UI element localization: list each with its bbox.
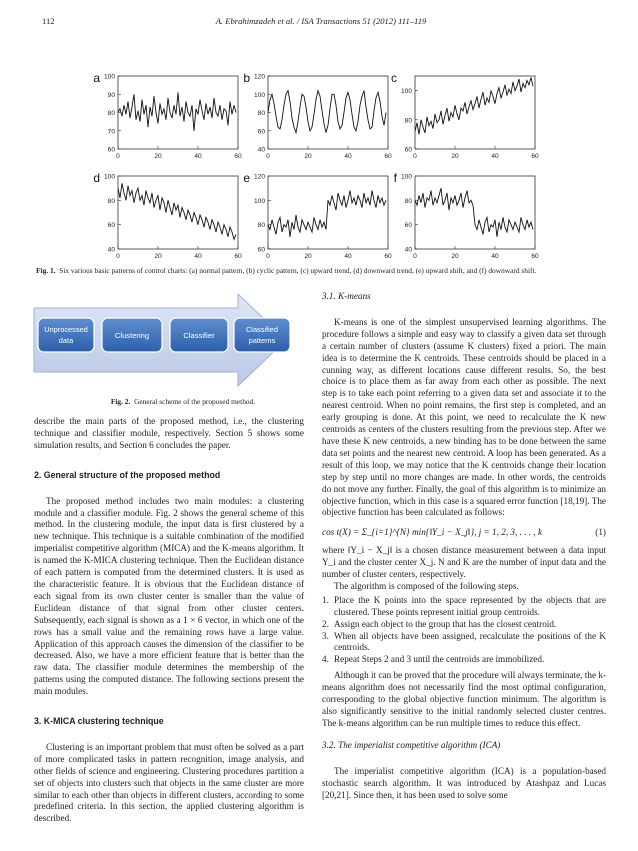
flow-box-label-2: Clustering [114,331,150,340]
y-tick-label: 100 [253,197,265,205]
x-tick-label: 0 [413,153,417,160]
y-tick-label: 80 [107,197,115,205]
x-tick-label: 60 [384,253,392,260]
equation-explanation: where ‖Y_i − X_j‖ is a chosen distance measurement between a data input Y_i and the cluster center X_j. N and K are the number of input data and the number of cluster centers, respectively. [322,545,606,580]
chart-panel-d [93,171,242,260]
panel-letter: b [243,71,250,85]
y-tick-label: 80 [404,117,412,125]
x-tick-label: 20 [451,253,459,260]
x-tick-label: 20 [304,253,312,260]
x-tick-label: 0 [266,153,270,160]
panel-letter: a [93,71,100,85]
x-tick-label: 20 [451,153,459,160]
right-column [322,291,606,801]
x-tick-label: 40 [194,153,202,160]
plot-frame [268,76,388,149]
journal-citation: A. Ebrahimzadeh et al. / ISA Transactions 51 (2012) 111–119 [215,16,427,26]
x-tick-label: 60 [531,153,539,160]
y-tick-label: 100 [253,91,265,99]
series-line [268,191,386,237]
y-tick-label: 60 [257,128,265,136]
y-tick-label: 120 [253,173,265,181]
y-tick-label: 100 [103,173,115,181]
y-tick-label: 100 [103,73,115,81]
chart-panel-e [243,171,392,260]
y-tick-label: 100 [400,173,412,181]
y-tick-label: 60 [257,246,265,254]
flow-box-classifier [170,318,228,352]
plot-frame [415,176,535,249]
figure-1-label: Fig. 1. [36,266,56,275]
x-tick-label: 0 [266,253,270,260]
figure-1-caption-text: Six various basic patterns of control charts: (a) normal pattern, (b) cyclic pattern, (c) upward trend, (d) downward trend, (e) upward shift, and (f) downward shift. [59,266,537,275]
y-tick-label: 60 [107,146,115,154]
x-tick-label: 40 [194,253,202,260]
intro-continuation: describe the main parts of the proposed method, i.e., the clustering technique and classifier module, respectively. Section 5 shows some simulation results, and Section 6 concludes the paper. [34,416,304,450]
figure-1-caption [36,266,606,275]
chart-panel-f [394,171,539,260]
y-tick-label: 100 [400,88,412,96]
panel-letter: c [391,71,397,85]
equation-1 [322,527,606,539]
panel-letter: d [93,171,100,185]
equation-1-number: (1) [595,527,606,538]
series-line [415,188,533,237]
section-3-paragraph: Clustering is an important problem that must often be solved as a part of more complicated tasks in pattern recognition, image analysis, and other fields of science and engineering. Clustering procedures partition a set of objects into clusters such that objects in the same cluster are more similar to each other than objects in different clusters, according to some predefined criteria. In this section, the applied clustering algorithm is described. [34,741,304,824]
series-line [268,91,386,133]
x-tick-label: 40 [491,153,499,160]
equation-1-body: cos t(X) = Σ_{i=1}^{N} min{‖Y_i − X_j‖}, j = 1, 2, 3, . . . , k [322,527,543,538]
x-tick-label: 60 [234,253,242,260]
kmeans-paragraph: K-means is one of the simplest unsupervised learning algorithms. The procedure follows a simple and easy way to classify a given data set through a certain number of clusters (assume K clusters) fixed a priori. The main idea is to determine the K centroids. These centroids should be placed in a cunning way, as different locations cause different results. So, the best choice is to place them as far away from each other as possible. The next step is to take each point referring to a given data set and associate it to the nearest centroid. When no point remains, the first step is completed, and an early grouping is done. At this point, we need to recalculate the K new centroids as centers of the clusters resulting from the previous step. After we have these K new centroids, a new binding has to be done between the same data set points and the nearest new centroid. A loop has been generated. As a result of this loop, we may notice that the K centroids change their location step by step until no more changes are made. In other words, the centroids do not move any further. Finally, the goal of this algorithm is to minimize an objective function, which in this case is a squared error function [18,19]. The objective function has been calculated as follows: [322,316,606,518]
panel-letter: f [393,171,397,185]
chart-panel-b [243,71,392,160]
y-tick-label: 60 [107,222,115,230]
series-line [118,92,236,130]
figure-2-label: Fig. 2. [110,397,131,406]
figure-1-charts [0,0,638,262]
y-tick-label: 60 [404,222,412,230]
y-tick-label: 120 [253,73,265,81]
flow-box-label-1: Unprocessed [44,325,88,334]
x-tick-label: 40 [491,253,499,260]
y-tick-label: 80 [257,222,265,230]
section-3-heading: 3. K-MICA clustering technique [34,716,164,727]
page-number: 112 [42,16,55,26]
figure-2-caption [88,397,278,406]
algorithm-steps [322,595,606,666]
section-3-2-heading: 3.2. The imperialist competitive algorithm (ICA) [322,739,501,750]
series-line [118,183,236,239]
y-tick-label: 60 [404,146,412,154]
y-tick-label: 40 [404,246,412,254]
panel-letter: e [243,171,250,185]
chart-panel-c [391,71,539,160]
flow-box-unprocessed [38,318,94,352]
y-tick-label: 80 [107,110,115,117]
step-item: 4. Repeat Steps 2 and 3 until the centroids are immobilized. [322,654,545,665]
flow-box-label-4b: patterns [248,336,276,345]
figure-2-diagram [32,294,292,389]
plot-frame [268,176,388,249]
figure-2-caption-text: General scheme of the proposed method. [134,397,256,406]
ica-paragraph: The imperialist competitive algorithm (ICA) is a population-based stochastic search algorithm. It was introduced by Atashpaz and Lucas [20,21]. Since then, it has been used to solve some [322,765,606,800]
x-tick-label: 40 [344,153,352,160]
plot-frame [118,176,238,249]
x-tick-label: 20 [304,153,312,160]
y-tick-label: 40 [107,246,115,254]
kmeans-limitations: Although it can be proved that the procedure will always terminate, the k-means algorithm does not necessarily find the most optimal configuration, corresponding to the global objective function minimum. The algorithm is also significantly sensitive to the initial randomly selected cluster centres. The k-means algorithm can be run multiple times to reduce this effect. [322,670,606,728]
x-tick-label: 20 [154,253,162,260]
flow-box-classified [234,318,290,352]
x-tick-label: 60 [384,153,392,160]
y-tick-label: 80 [257,110,265,117]
plot-frame [118,76,238,149]
y-tick-label: 70 [107,128,115,136]
x-tick-label: 0 [116,153,120,160]
flow-box-label-3: Classifier [183,331,215,340]
step-item: 1. Place the K points into the space represented by the objects that are clustered. These points represent initial group centroids. [322,594,606,617]
x-tick-label: 20 [154,153,162,160]
flow-box-clustering [102,318,162,352]
y-tick-label: 40 [257,146,265,154]
x-tick-label: 0 [116,253,120,260]
x-tick-label: 40 [344,253,352,260]
chart-panel-a [93,71,242,160]
section-3-1-heading: 3.1. K-means [322,291,371,301]
flow-box-label-4: Classified [245,325,279,334]
section-2-heading: 2. General structure of the proposed method [34,469,221,480]
x-tick-label: 0 [413,253,417,260]
steps-intro: The algorithm is composed of the following steps. [334,580,519,591]
series-line [415,78,533,135]
left-column [34,416,304,825]
step-item: 2. Assign each object to the group that has the closest centroid. [322,618,557,629]
section-2-paragraph: The proposed method includes two main modules: a clustering module and a classifier module. Fig. 2 shows the general scheme of this method. In the clustering module, the input data is first clustered by a new technique. This technique is a suitable combination of the modified imperialist competitive algorithm (MICA) and the K-means algorithm. It is named the K-MICA clustering technique. Then the Euclidean distance of each pattern is computed from the determined clusters. It is used as the characteristic feature. It is obvious that the Euclidean distance of each signal from its own cluster center is smaller than the value of Euclidean distance of that signal from other cluster centers. Subsequently, each signal is shown as a 1 × 6 vector, in which one of the rows has a small value and the remaining rows have a large value. Application of this approach causes the dimension of the classifier to be decreased. Also, we have a more efficient feature that is better than the raw data. The classifier module determines the membership of the patterns using the computed distance. The following sections present the main modules. [34,495,304,697]
y-tick-label: 90 [107,91,115,99]
x-tick-label: 60 [234,153,242,160]
x-tick-label: 60 [531,253,539,260]
y-tick-label: 80 [404,197,412,205]
flow-box-label-1b: data [58,336,74,345]
step-item: 3. When all objects have been assigned, recalculate the positions of the K centroids. [322,630,606,653]
